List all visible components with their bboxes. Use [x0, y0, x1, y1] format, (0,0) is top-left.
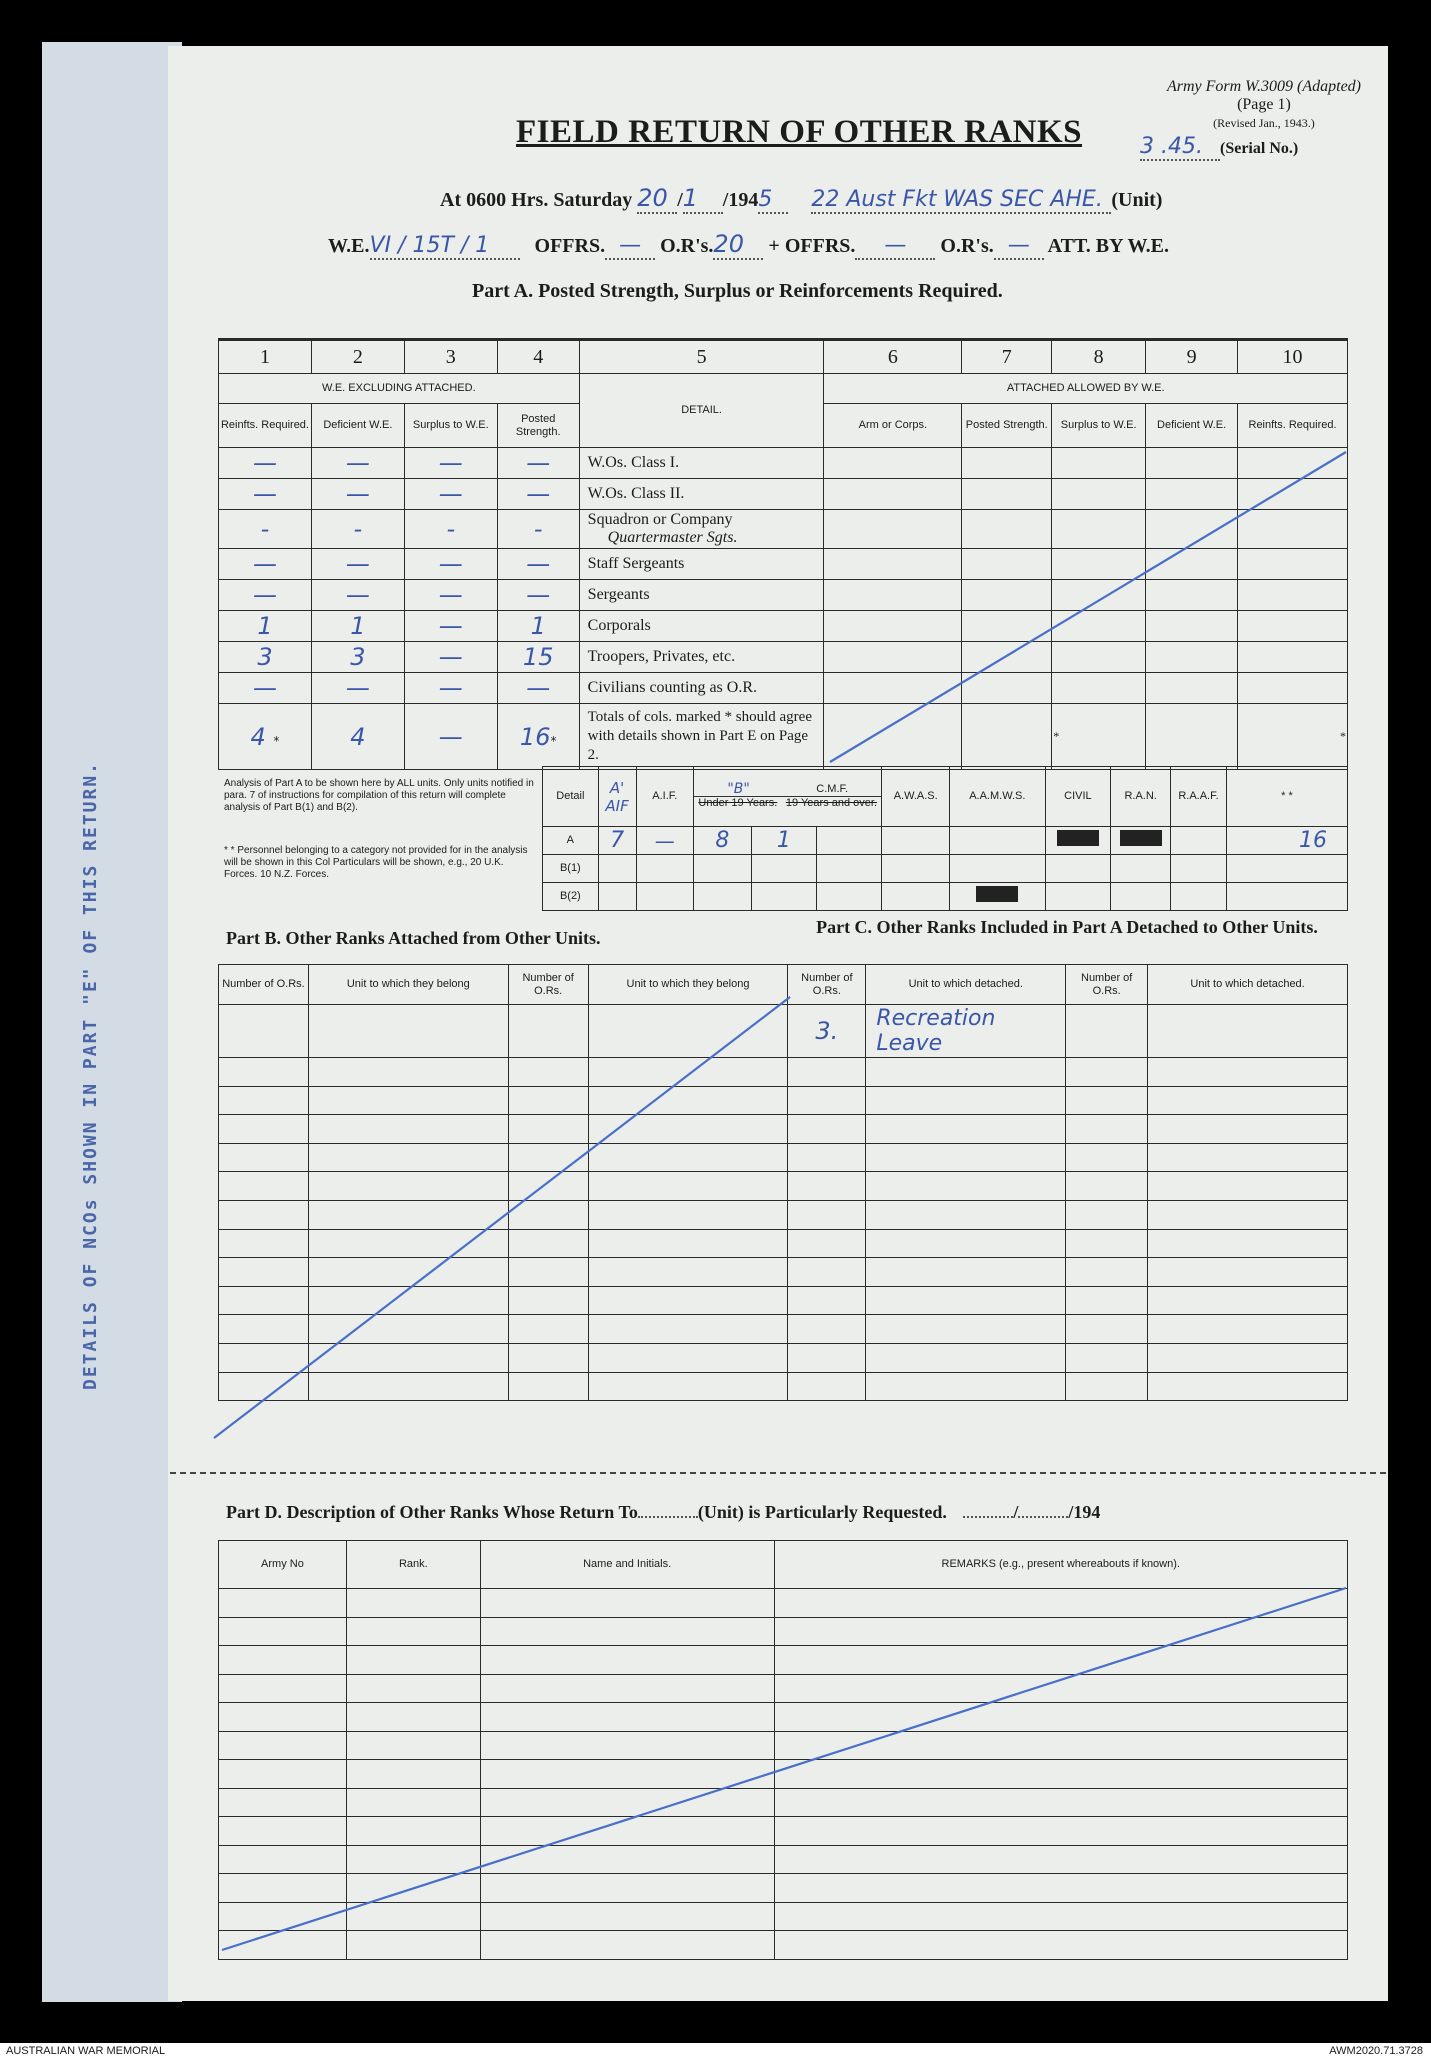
raaf-col: R.A.A.F. — [1171, 767, 1227, 827]
rank-label: Civilians counting as O.R. — [579, 673, 824, 704]
ors2-value: — — [994, 233, 1044, 260]
col-number: 8 — [1052, 340, 1146, 374]
offrs2-value: — — [855, 233, 935, 260]
strength-value: — — [219, 479, 312, 510]
under19-col: Under 19 Years. — [698, 797, 778, 809]
att-label: ATT. BY W.E. — [1047, 235, 1169, 257]
page-title: FIELD RETURN OF OTHER RANKS — [516, 114, 1083, 150]
strength-value: - — [311, 510, 404, 549]
strength-value: 1 — [497, 611, 579, 642]
strength-value: 1 — [219, 611, 312, 642]
sub-header: Deficient W.E. — [1146, 404, 1238, 448]
col-number: 10 — [1238, 340, 1348, 374]
strength-value: 15 — [497, 642, 579, 673]
over19-value: 1 — [751, 827, 816, 855]
serial-value: 3 .45. — [1140, 134, 1220, 161]
strength-value: — — [219, 549, 312, 580]
form-adapted: (Adapted) — [1297, 78, 1361, 95]
col-number: 1 — [219, 340, 312, 374]
strength-value: 3 — [311, 642, 404, 673]
strength-value: — — [497, 580, 579, 611]
awas-col: A.W.A.S. — [882, 767, 950, 827]
rank-label: W.Os. Class II. — [579, 479, 824, 510]
part-d-col: Rank. — [346, 1541, 480, 1589]
part-c-col: Unit to which detached. — [866, 965, 1066, 1005]
strike-line — [830, 452, 1346, 762]
unit-label: (Unit) — [1111, 189, 1163, 211]
part-d-heading: Part D. Description of Other Ranks Whose Return To (Unit) is Particularly Requested. / /194 — [226, 1502, 1101, 1522]
strength-value: - — [497, 510, 579, 549]
strength-value: — — [404, 642, 497, 673]
part-c-col: Unit to which detached. — [1148, 965, 1348, 1005]
rank-label: Squadron or Company Quartermaster Sgts. — [579, 510, 824, 549]
aamws-col: A.A.M.W.S. — [950, 767, 1046, 827]
ors-label: O.R's. — [660, 235, 714, 257]
part-d-col: Name and Initials. — [480, 1541, 774, 1589]
strength-value: - — [404, 510, 497, 549]
strength-value: 1 — [311, 611, 404, 642]
detached-unit: Recreation Leave — [866, 1005, 1066, 1058]
strength-value: — — [497, 549, 579, 580]
col-number: 7 — [962, 340, 1052, 374]
aif-col: A.I.F. — [636, 767, 694, 827]
strike-line — [214, 997, 790, 1438]
year-prefix: 194 — [728, 189, 759, 211]
strength-value: — — [219, 580, 312, 611]
aif-value: 7 — [598, 827, 636, 855]
strength-value: — — [404, 479, 497, 510]
part-b-heading: Part B. Other Ranks Attached from Other Units. — [226, 928, 601, 948]
offrs-label: OFFRS. — [534, 235, 606, 257]
total-value: 4 — [311, 704, 404, 770]
strength-value: 3 — [219, 642, 312, 673]
cmf-col: "B" C.M.F. Under 19 Years. 19 Years and over. — [694, 767, 882, 827]
part-c-col: Number of O.Rs. — [1066, 965, 1148, 1005]
aif-handwritten: A' AIF — [598, 767, 636, 827]
strength-value: — — [497, 673, 579, 704]
form-revised: (Revised Jan., 1943.) — [1213, 116, 1315, 130]
analysis-note: Analysis of Part A to be shown here by ALL units. Only units notified in para. 7 of instructions for compilation of this return will complete analysis of Part B(1) and B(2). — [224, 778, 534, 813]
total-value: 16* — [497, 704, 579, 770]
analysis-row-a: A 7 — 8 1 16 — [543, 827, 1348, 855]
offrs2-label: OFFRS. — [784, 235, 856, 257]
rank-label: Staff Sergeants — [579, 549, 824, 580]
over19-col: 19 Years and over. — [785, 797, 878, 809]
part-c-heading: Part C. Other Ranks Included in Part A Detached to Other Units. — [816, 917, 1318, 937]
col-number: 3 — [404, 340, 497, 374]
year-suffix: 5 — [758, 187, 788, 214]
strength-value: — — [497, 479, 579, 510]
part-b-col: Unit to which they belong — [308, 965, 508, 1005]
ors2-label: O.R's. — [940, 235, 994, 257]
other-col: * * — [1226, 767, 1347, 827]
detail-col: Detail — [543, 767, 599, 827]
under19-value: 8 — [694, 827, 752, 855]
col-number: 9 — [1146, 340, 1238, 374]
attached-allowed-header: ATTACHED ALLOWED BY W.E. — [824, 374, 1348, 404]
rank-label: W.Os. Class I. — [579, 448, 824, 479]
strength-value: — — [311, 549, 404, 580]
strength-value: — — [311, 479, 404, 510]
total-value: 4 * — [219, 704, 312, 770]
analysis-footnote: * * Personnel belonging to a category not provided for in the analysis will be shown in this Col Particulars will be shown, e.g., 20 U.K. Forces. 10 N.Z. Forces. — [224, 845, 528, 880]
part-d-date-tail: /194 — [1068, 1502, 1101, 1522]
col-number: 6 — [824, 340, 962, 374]
side-stamp: DETAILS OF NCOs SHOWN IN PART "E" OF THIS RETURN. — [80, 760, 101, 1390]
ors-value: 20 — [713, 230, 763, 260]
strength-value: — — [404, 673, 497, 704]
analysis-row-b1: B(1) — [543, 855, 1348, 883]
part-a-heading: Part A. Posted Strength, Surplus or Reinforcements Required. — [472, 280, 1003, 302]
part-b-col: Unit to which they belong — [588, 965, 788, 1005]
b-value: — — [636, 827, 694, 855]
strength-value: - — [219, 510, 312, 549]
date-month: 1 — [683, 184, 723, 214]
part-d-col: Army No — [219, 1541, 347, 1589]
sub-header: Deficient W.E. — [311, 404, 404, 448]
col-number: 5 — [579, 340, 824, 374]
star-mark: * — [1238, 704, 1348, 770]
sub-header: Surplus to W.E. — [404, 404, 497, 448]
offrs-value: — — [605, 233, 655, 260]
sub-header: Posted Strength. — [962, 404, 1052, 448]
total-value: — — [404, 704, 497, 770]
strength-value: — — [311, 673, 404, 704]
strength-value: — — [219, 673, 312, 704]
footer-left: AUSTRALIAN WAR MEMORIAL — [6, 2045, 166, 2057]
sub-header: Reinfts. Required. — [1238, 404, 1348, 448]
we-label: W.E. — [328, 235, 370, 257]
at-label: At 0600 Hrs. Saturday — [440, 189, 633, 211]
date-unit-line: At 0600 Hrs. Saturday 20 /1 /1945 22 Aust Fkt WAS SEC AHE. (Unit) — [440, 184, 1163, 212]
totals-label: Totals of cols. marked * should agree with details shown in Part E on Page 2. — [579, 704, 824, 770]
strength-value: — — [404, 549, 497, 580]
footer-right: AWM2020.71.3728 — [1329, 2045, 1423, 2057]
civil-col: CIVIL — [1045, 767, 1111, 827]
strength-value: — — [219, 448, 312, 479]
we-value: VI / 15T / 1 — [370, 233, 520, 260]
strength-value: — — [404, 448, 497, 479]
detached-number: 3. — [788, 1005, 866, 1058]
serial-label: (Serial No.) — [1220, 140, 1299, 157]
plus-sign: + — [768, 235, 780, 257]
strength-value: — — [311, 448, 404, 479]
strength-value: — — [404, 611, 497, 642]
rank-label: Corporals — [579, 611, 824, 642]
col-number: 2 — [311, 340, 404, 374]
sub-header: Surplus to W.E. — [1052, 404, 1146, 448]
strength-value: — — [497, 448, 579, 479]
part-c-col: Number of O.Rs. — [788, 965, 866, 1005]
col-number: 4 — [497, 340, 579, 374]
date-day: 20 — [637, 184, 677, 214]
form-number: Army Form W.3009 — [1166, 78, 1294, 95]
we-excluding-header: W.E. EXCLUDING ATTACHED. — [219, 374, 580, 404]
ran-col: R.A.N. — [1111, 767, 1171, 827]
detail-header: DETAIL. — [579, 374, 824, 448]
unit-value: 22 Aust Fkt WAS SEC AHE. — [811, 187, 1111, 214]
sub-header: Arm or Corps. — [824, 404, 962, 448]
form-page: (Page 1) — [1237, 96, 1291, 113]
part-d-col: REMARKS (e.g., present whereabouts if known). — [774, 1541, 1348, 1589]
rank-label: Sergeants — [579, 580, 824, 611]
sub-header: Reinfts. Required. — [219, 404, 312, 448]
part-b-col: Number of O.Rs. — [219, 965, 309, 1005]
sub-header: Posted Strength. — [497, 404, 579, 448]
strength-value: — — [311, 580, 404, 611]
star-mark: * — [1052, 704, 1146, 770]
analysis-total: 16 — [1226, 827, 1347, 855]
strike-line — [222, 1588, 1346, 1950]
rank-label: Troopers, Privates, etc. — [579, 642, 824, 673]
part-b-col: Number of O.Rs. — [508, 965, 588, 1005]
archive-footer — [0, 2043, 1431, 2061]
analysis-row-b2: B(2) — [543, 883, 1348, 911]
strength-value: — — [404, 580, 497, 611]
